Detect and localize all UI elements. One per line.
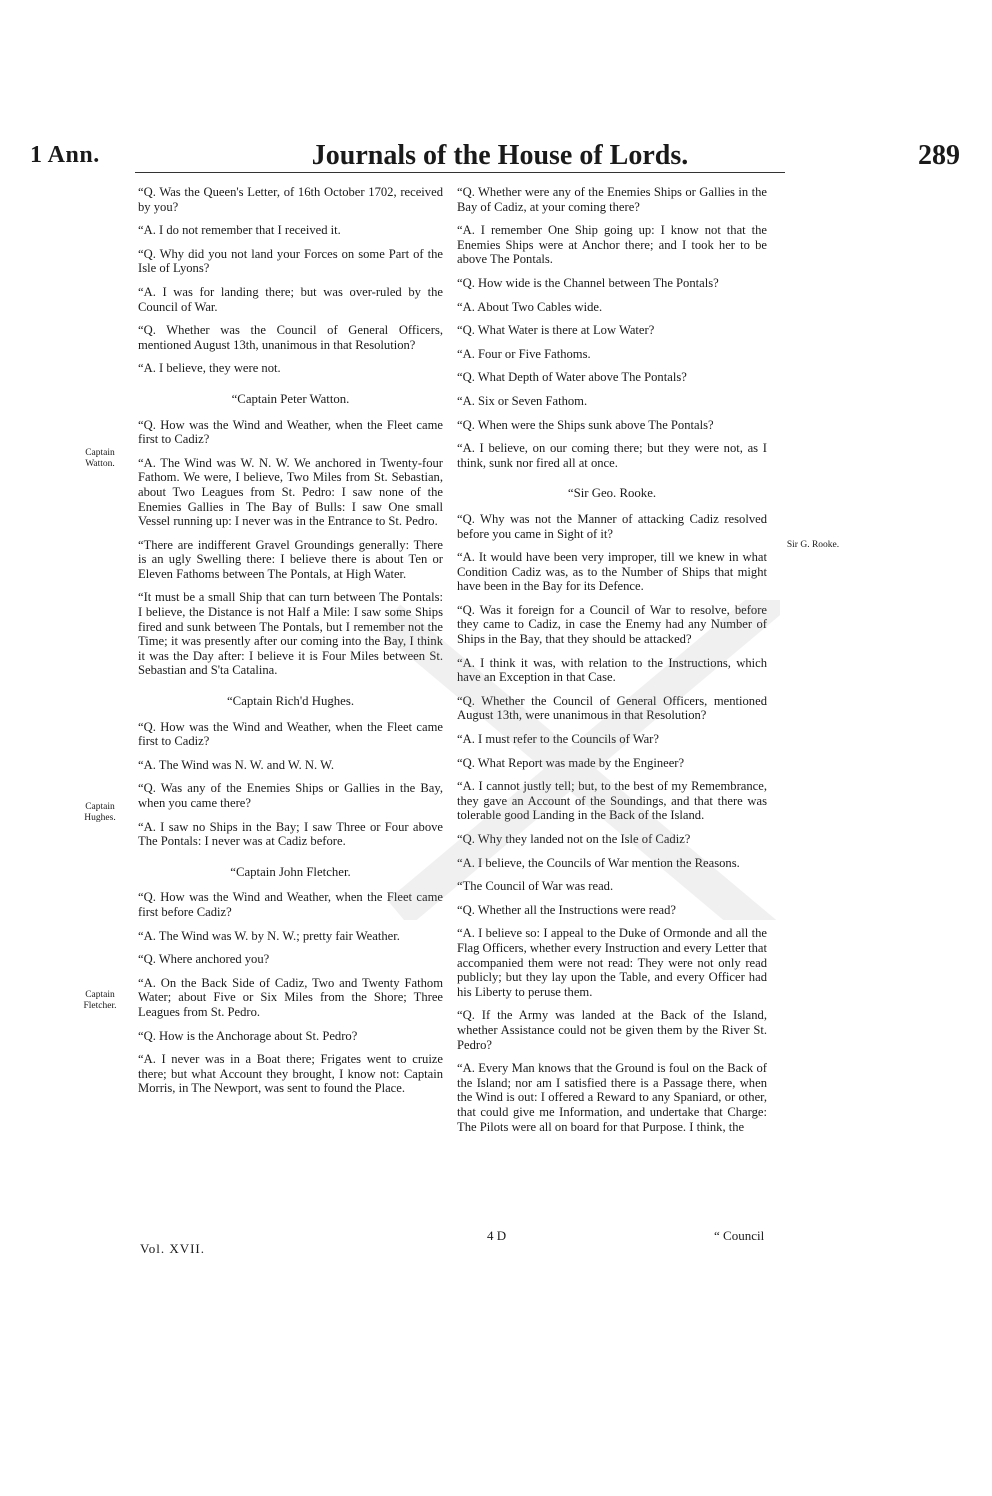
- witness-heading: “ Sir Geo. Rooke.: [457, 486, 767, 501]
- testimony-paragraph: “ Q. What Water is there at Low Water?: [457, 323, 767, 338]
- testimony-paragraph: “ Q. Whether all the Instructions were read?: [457, 903, 767, 918]
- testimony-paragraph: “ A. Every Man knows that the Ground is foul on the Back of the Island; nor am I satisfied there is a Passage there, when the Wind is out: I offered a Reward to any Spaniard, or other, that could give me Information, and undertake that Charge: The Pilots were all on board for that Purpose. I think, the: [457, 1061, 767, 1134]
- signature-mark: 4 D: [487, 1228, 507, 1243]
- testimony-paragraph: “ The Council of War was read.: [457, 879, 767, 894]
- testimony-paragraph: “ A. I believe so: I appeal to the Duke of Ormonde and all the Flag Officers, whether every Instruction and every Letter that accompanied them were not read: They were not only read publicly; but they lay upon the Table, and every Officer had his Liberty to peruse them.: [457, 926, 767, 999]
- testimony-paragraph: “ Q. Why was not the Manner of attacking Cadiz resolved before you came in Sight of it?: [457, 512, 767, 541]
- testimony-paragraph: “ Q. When were the Ships sunk above The Pontals?: [457, 418, 767, 433]
- testimony-paragraph: “ Q. Whether was the Council of General Officers, mentioned August 13th, unanimous in that Resolution?: [138, 323, 443, 352]
- catchword: “ Council: [714, 1228, 765, 1243]
- testimony-paragraph: “ A. I never was in a Boat there; Frigates went to cruize there; but what Account they brought, I know not: Captain Morris, in The Newport, was sent to found the Place.: [138, 1052, 443, 1096]
- page-number: 289: [918, 140, 960, 171]
- testimony-paragraph: “ Q. Was the Queen's Letter, of 16th October 1702, received by you?: [138, 185, 443, 214]
- testimony-paragraph: “ Q. How was the Wind and Weather, when the Fleet came first to Cadiz?: [138, 720, 443, 749]
- testimony-paragraph: “ A. I must refer to the Councils of War?: [457, 732, 767, 747]
- testimony-paragraph: “ There are indifferent Gravel Groundings generally: There is an ugly Swelling there: I believe there is about Ten or Eleven Fathoms between The Pontals, at High Water.: [138, 538, 443, 582]
- testimony-paragraph: “ A. I cannot justly tell; but, to the best of my Remembrance, they gave an Account of the Soundings, and that there was tolerable good Landing in the Back of the Island.: [457, 779, 767, 823]
- testimony-paragraph: “ A. The Wind was W. N. W. We anchored in Twenty-four Fathom. We were, I believe, Two Miles from St. Sebastian, about Two Leagues from St. Pedro: I saw none of the Enemies Gallies in The Bay of Bulls: I saw One small Vessel running up: I never was in the Entrance to St. Pedro.: [138, 456, 443, 529]
- testimony-paragraph: “ Q. Was any of the Enemies Ships or Gallies in the Bay, when you came there?: [138, 781, 443, 810]
- left-column: [138, 185, 443, 1105]
- margin-note-hughes: Captain Hughes.: [84, 802, 116, 823]
- testimony-paragraph: “ A. About Two Cables wide.: [457, 300, 767, 315]
- testimony-paragraph: “ A. I remember One Ship going up: I know not that the Enemies Ships were at Anchor there; and I took her to be above The Pontals.: [457, 223, 767, 267]
- testimony-paragraph: “ Q. How was the Wind and Weather, when the Fleet came first before Cadiz?: [138, 890, 443, 919]
- testimony-paragraph: “ A. I saw no Ships in the Bay; I saw Three or Four above The Pontals: I never was at Cadiz before.: [138, 820, 443, 849]
- running-header: [30, 140, 960, 180]
- testimony-paragraph: “ A. The Wind was W. by N. W.; pretty fair Weather.: [138, 929, 443, 944]
- witness-heading: “ Captain John Fletcher.: [138, 865, 443, 880]
- testimony-paragraph: “ A. The Wind was N. W. and W. N. W.: [138, 758, 443, 773]
- testimony-paragraph: “ A. I believe, the Councils of War mention the Reasons.: [457, 856, 767, 871]
- regnal-year: 1 Ann.: [30, 142, 100, 168]
- margin-note-fletcher: Captain Fletcher.: [83, 990, 117, 1011]
- witness-heading: “ Captain Rich'd Hughes.: [138, 694, 443, 709]
- testimony-paragraph: “ A. I do not remember that I received it.: [138, 223, 443, 238]
- journal-title: Journals of the House of Lords.: [311, 140, 689, 171]
- testimony-paragraph: “ Q. What Report was made by the Engineer?: [457, 756, 767, 771]
- testimony-paragraph: “ A. I believe, they were not.: [138, 361, 443, 376]
- testimony-paragraph: “ A. Six or Seven Fathom.: [457, 394, 767, 409]
- testimony-paragraph: “ A. I think it was, with relation to the Instructions, which have an Exception in that Case.: [457, 656, 767, 685]
- testimony-paragraph: “ Q. How wide is the Channel between The Pontals?: [457, 276, 767, 291]
- testimony-paragraph: “ Q. How is the Anchorage about St. Pedro?: [138, 1029, 443, 1044]
- testimony-paragraph: “ A. On the Back Side of Cadiz, Two and Twenty Fathom Water; about Five or Six Miles from the Shore; Three Leagues from St. Pedro.: [138, 976, 443, 1020]
- testimony-paragraph: “ A. I believe, on our coming there; but they were not, as I think, sunk nor fired all at once.: [457, 441, 767, 470]
- testimony-paragraph: “ Q. What Depth of Water above The Pontals?: [457, 370, 767, 385]
- margin-note-rooke: Sir G. Rooke.: [786, 540, 840, 550]
- header-rule: [135, 172, 785, 173]
- testimony-paragraph: “ A. It would have been very improper, till we knew in what Condition Cadiz was, as to the Number of Ships that might have been in the Bay for its Defence.: [457, 550, 767, 594]
- testimony-paragraph: “ Q. How was the Wind and Weather, when the Fleet came first to Cadiz?: [138, 418, 443, 447]
- margin-note-watton: Captain Watton.: [85, 448, 115, 469]
- testimony-paragraph: “ It must be a small Ship that can turn between The Pontals: I believe, the Distance is not Half a Mile: I saw some Ships fired and sunk between The Pontals, but I remember not the Time; it was presently after our coming into the Bay, I think it was the Day after: I believe it is Four Miles between St. Sebastian and S'ta Catalina.: [138, 590, 443, 678]
- testimony-paragraph: “ Q. Whether the Council of General Officers, mentioned August 13th, were unanimous in that Resolution?: [457, 694, 767, 723]
- right-column: [457, 185, 767, 1143]
- testimony-paragraph: “ A. Four or Five Fathoms.: [457, 347, 767, 362]
- testimony-paragraph: “ A. I was for landing there; but was over-ruled by the Council of War.: [138, 285, 443, 314]
- testimony-paragraph: “ Q. Why did you not land your Forces on some Part of the Isle of Lyons?: [138, 247, 443, 276]
- testimony-paragraph: “ Q. If the Army was landed at the Back of the Island, whether Assistance could not be given them by the River St. Pedro?: [457, 1008, 767, 1052]
- testimony-paragraph: “ Q. Whether were any of the Enemies Ships or Gallies in the Bay of Cadiz, at your coming there?: [457, 185, 767, 214]
- testimony-paragraph: “ Q. Why they landed not on the Isle of Cadiz?: [457, 832, 767, 847]
- testimony-paragraph: “ Q. Was it foreign for a Council of War to resolve, before they came to Cadiz, in case the Enemy had any Number of Ships in the Bay, that they should be attacked?: [457, 603, 767, 647]
- volume-label: Vol. XVII.: [140, 1241, 206, 1256]
- witness-heading: “ Captain Peter Watton.: [138, 392, 443, 407]
- testimony-paragraph: “ Q. Where anchored you?: [138, 952, 443, 967]
